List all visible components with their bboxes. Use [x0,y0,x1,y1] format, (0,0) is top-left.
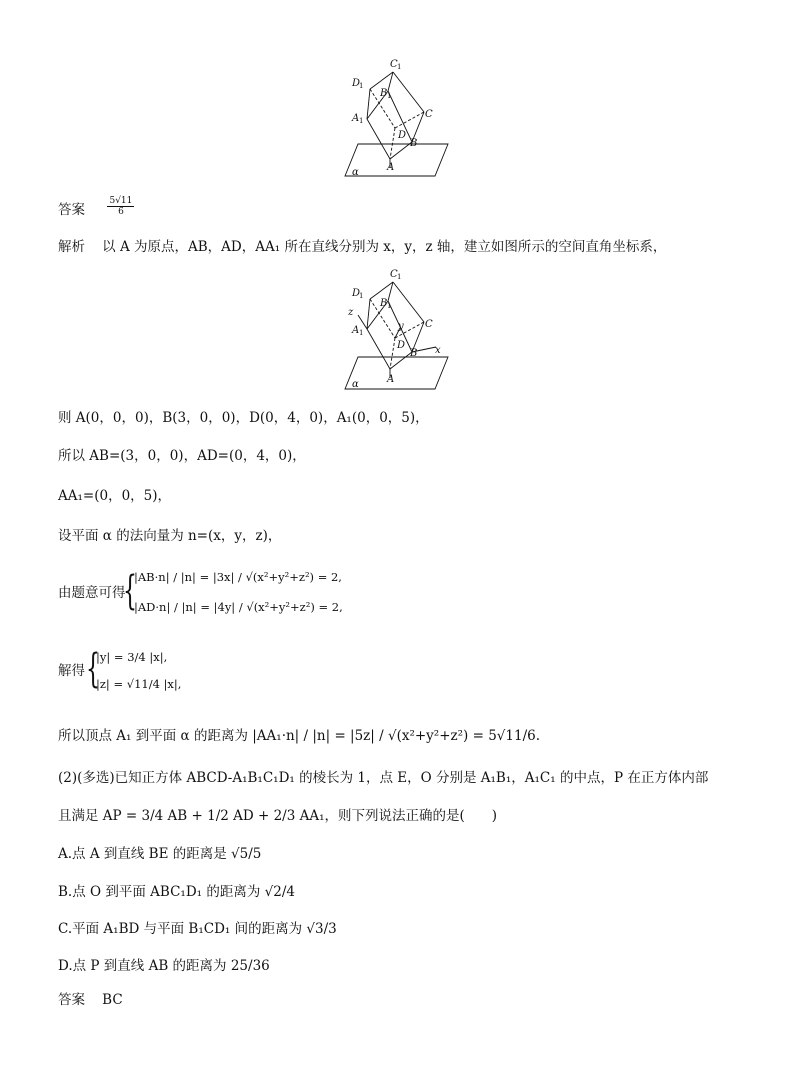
fig2-label-b1: B [380,298,388,309]
axis-label-z: z [348,307,354,318]
analysis-label: 解析 [58,239,85,255]
label-d1: D [352,78,361,89]
option-b: B.点 O 到平面 ABC₁D₁ 的距离为 √2/4 [58,884,295,900]
vector-aa1: AA₁=(0，0，5)， [58,488,172,504]
svg-text:1: 1 [359,292,364,300]
label-a: A [387,162,395,173]
problem-2-line-2: 且满足 AP = 3/4 AB + 1/2 AD + 2/3 AA₁，则下列说法正确的是( ) [58,808,498,824]
svg-text:1: 1 [387,302,392,310]
fig2-label-d: D [397,340,406,351]
figure-cube-on-plane [340,55,460,180]
condition-intro: 由题意可得 [58,585,126,601]
answer-fraction: $\frac{5√11}{6}$ [109,196,133,217]
option-a: A.点 A 到直线 BE 的距离是 √5/5 [58,846,262,862]
label-b1: B [380,88,388,99]
analysis-intro [58,237,666,257]
answer-2 [58,990,123,1010]
solve-intro: 解得 [58,663,85,679]
solve-1: |y| = 3/4 |x|, [96,650,168,664]
normal-vector: 设平面 α 的法向量为 n=(x，y，z)， [58,528,282,544]
fig2-label-d1: D [352,288,361,299]
answer-2-value: BC [102,992,123,1008]
label-c1: C [390,59,398,70]
z-axis [358,315,367,329]
answer-1 [58,196,135,220]
distance-result: 所以顶点 A₁ 到平面 α 的距离为 |AA₁·n| / |n| = |5z| / √(x²+y²+z²) = 5√11/6. [58,728,541,744]
plane-alpha [345,144,448,176]
axis-label-x: x [435,345,441,356]
fig2-label-a: A [387,374,395,385]
fig2-label-alpha: α [352,379,359,390]
fig2-label-b: B [410,348,418,359]
label-c: C [425,109,433,120]
option-d: D.点 P 到直线 AB 的距离为 25/36 [58,958,270,974]
label-alpha: α [352,167,359,178]
brace-1: { [123,568,137,614]
condition-1: |AB·n| / |n| = |3x| / √(x²+y²+z²) = 2, [134,570,342,584]
solve-2: |z| = √11/4 |x|, [96,677,182,691]
label-b: B [410,138,418,149]
svg-text:1: 1 [359,117,364,125]
svg-text:1: 1 [397,273,402,281]
svg-text:1: 1 [359,82,364,90]
fig2-label-a1: A [352,325,360,336]
svg-text:1: 1 [359,329,364,337]
label-d: D [398,130,407,141]
answer-2-label: 答案 [58,992,85,1008]
fig2-label-c1: C [390,269,398,280]
analysis-text: 以 A 为原点，AB，AD，AA₁ 所在直线分别为 x，y，z 轴，建立如图所示的空间直角坐标系， [102,239,667,255]
problem-2-line-1: (2)(多选)已知正方体 ABCD-A₁B₁C₁D₁ 的棱长为 1，点 E，O 分别是 A₁B₁，A₁C₁ 的中点，P 在正方体内部 [58,770,709,786]
coords-line: 则 A(0，0，0)，B(3，0，0)，D(0，4，0)，A₁(0，0，5)， [58,410,429,426]
vector-ab-ad: 所以 AB=(3，0，0)，AD=(0，4，0)， [58,448,306,464]
answer-label: 答案 [58,202,85,218]
svg-text:1: 1 [387,92,392,100]
condition-2: |AD·n| / |n| = |4y| / √(x²+y²+z²) = 2, [134,600,343,614]
brace-2: { [86,646,100,692]
svg-text:1: 1 [397,63,402,71]
option-c: C.平面 A₁BD 与平面 B₁CD₁ 间的距离为 √3/3 [58,921,337,937]
label-a1: A [352,113,360,124]
figure-cube-with-axes [340,265,460,393]
fig2-label-c: C [425,319,433,330]
axis-label-y: y [398,321,404,332]
